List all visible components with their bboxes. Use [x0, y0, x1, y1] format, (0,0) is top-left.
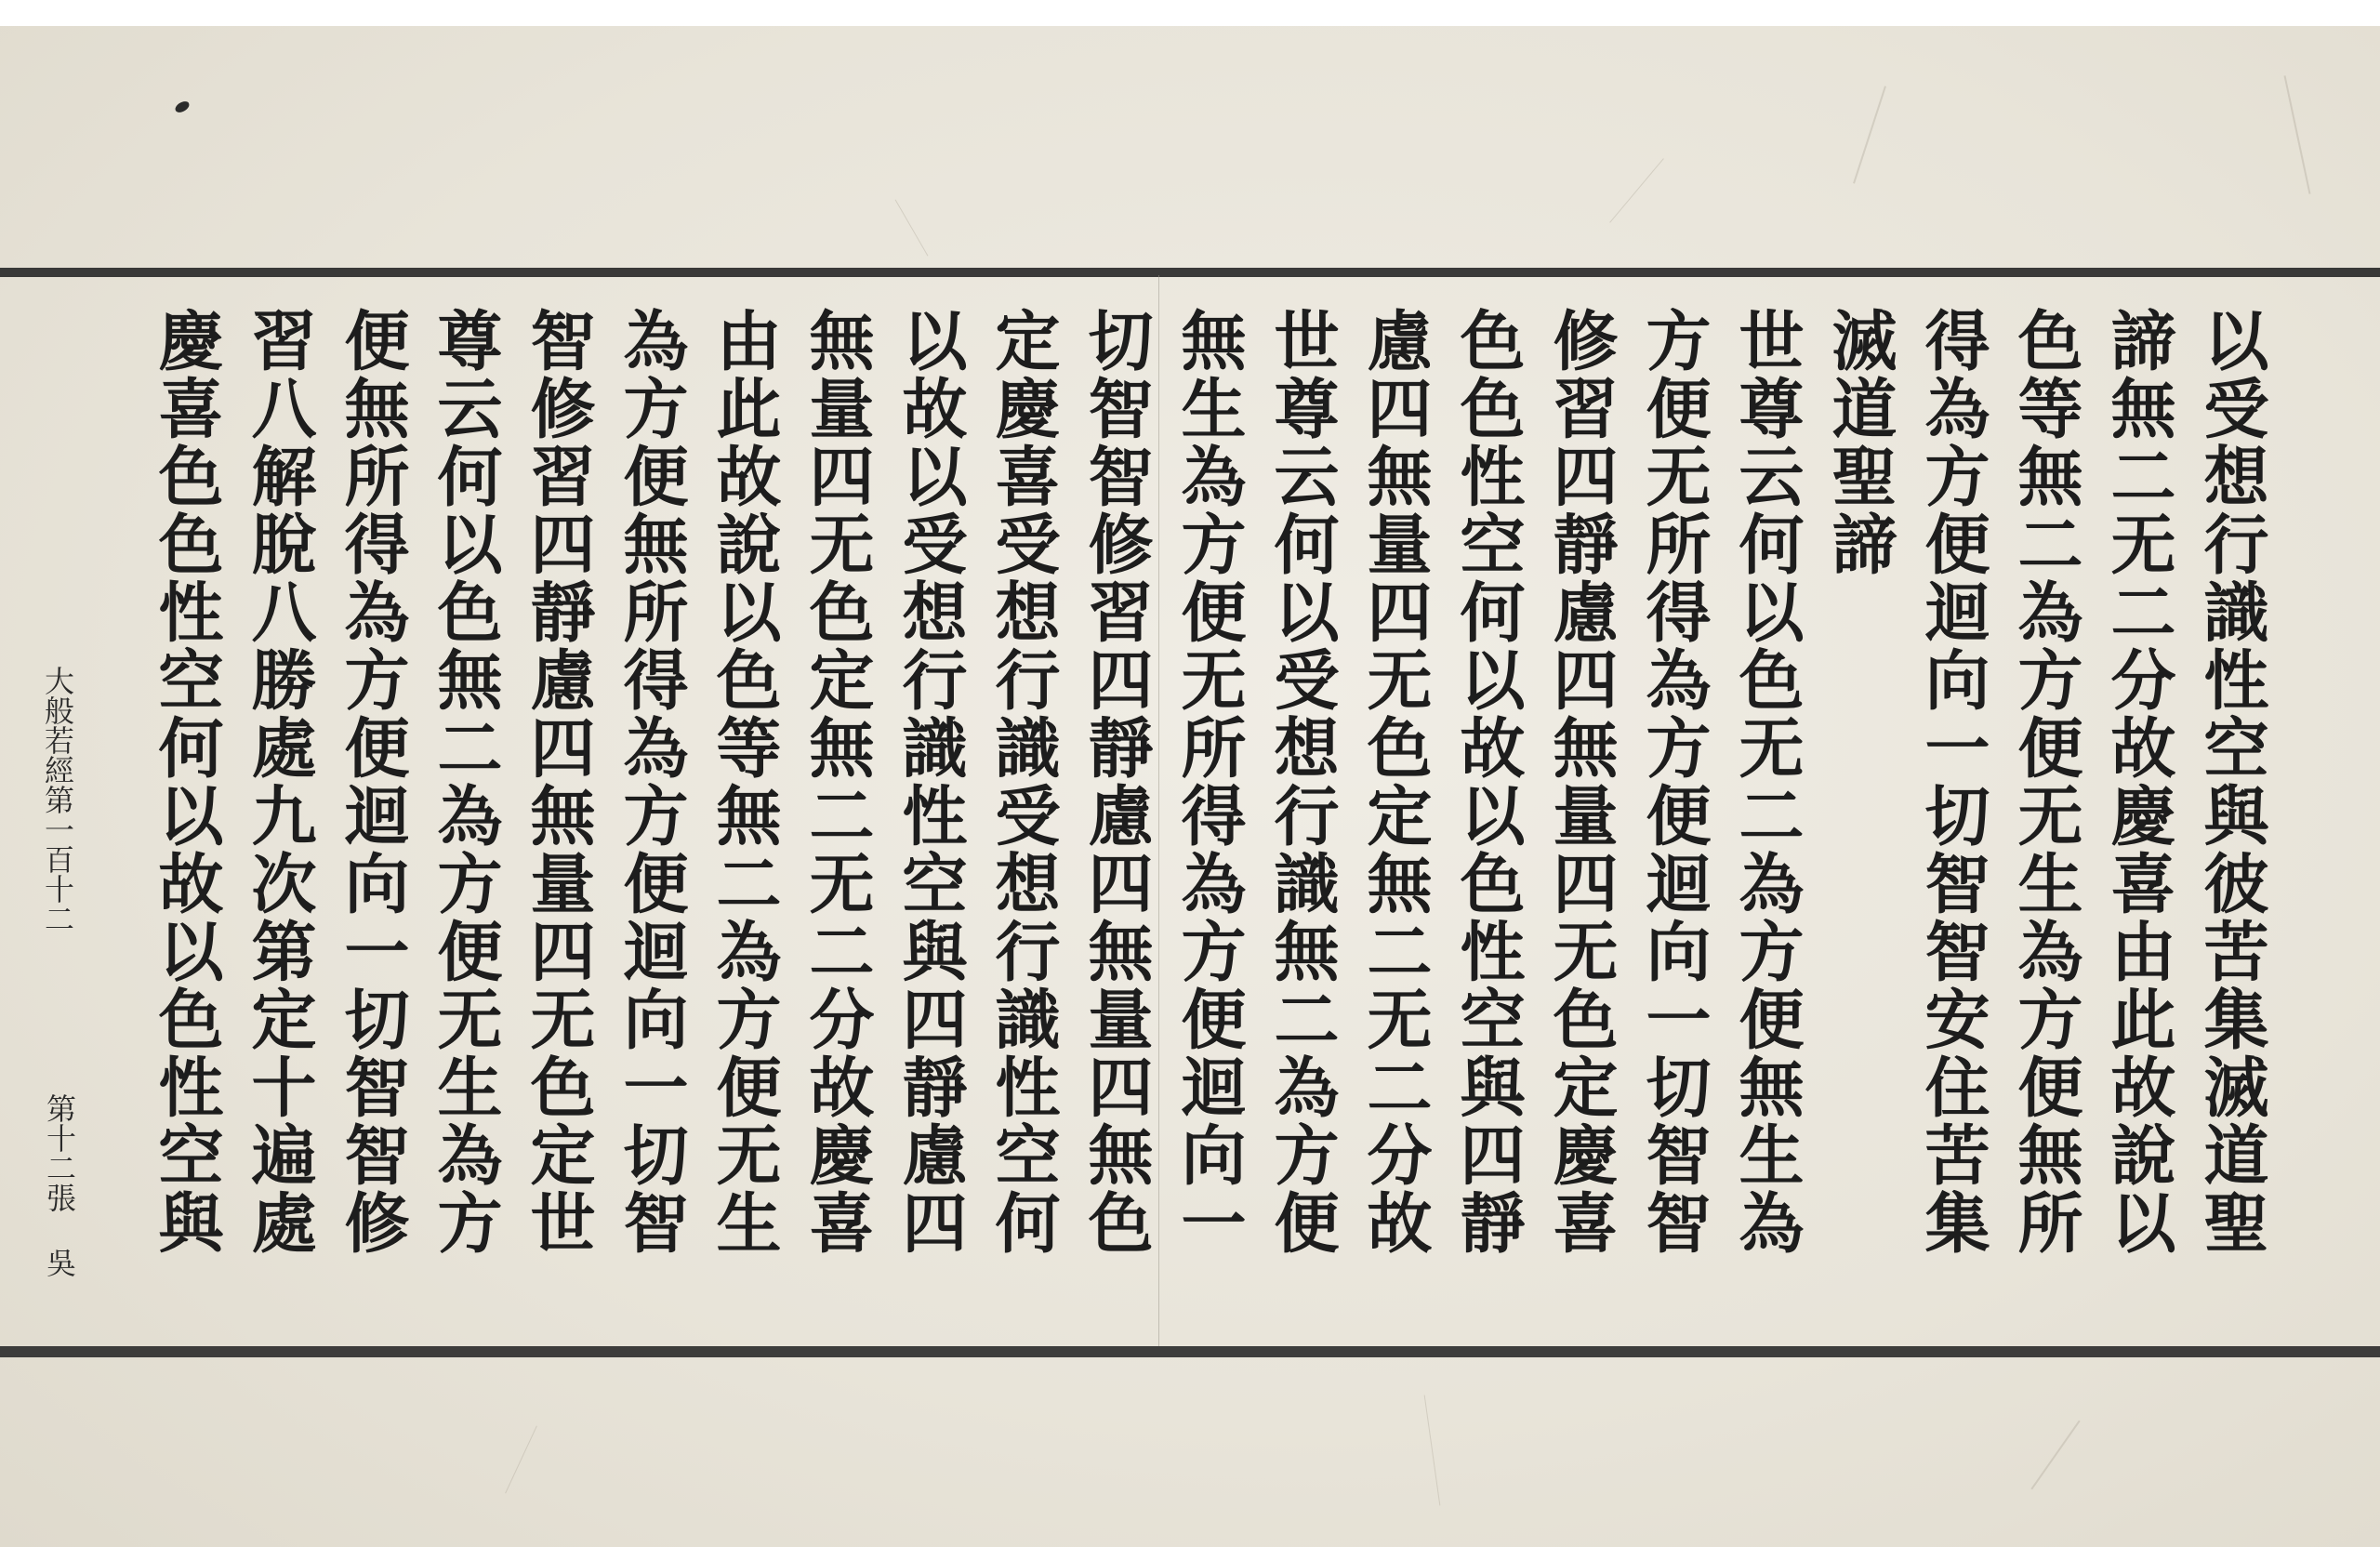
text-column: 世尊云何以受想行識無二為方便	[1263, 307, 1341, 1257]
text-column: 修習四靜慮四無量四无色定慶喜	[1542, 307, 1620, 1257]
text-column: 由此故說以色等無二為方便无生	[706, 307, 783, 1257]
printed-border-top	[0, 268, 2380, 277]
margin-sutra-title: 大般若經第一百十二	[40, 666, 75, 933]
text-column: 定慶喜受想行識受想行識性空何	[985, 307, 1062, 1257]
text-column: 慶喜色色性空何以故以色性空與	[148, 307, 225, 1257]
text-column: 色等無二為方便无生為方便無所	[2007, 307, 2084, 1257]
top-margin-strip	[0, 0, 2380, 26]
text-column: 以故以受想行識性空與四靜慮四	[892, 307, 969, 1257]
text-column: 為方便無所得為方便迴向一切智	[613, 307, 690, 1257]
text-column: 以受想行識性空與彼苦集滅道聖	[2193, 307, 2270, 1257]
text-column: 慮四無量四无色定無二无二分故	[1356, 307, 1434, 1257]
text-column: 世尊云何以色无二為方便無生為	[1728, 307, 1805, 1257]
margin-folio-number: 第十二張 吳	[42, 1093, 77, 1277]
text-column: 滅道聖諦	[1821, 307, 1898, 578]
text-column: 切智智修習四靜慮四無量四無色	[1078, 307, 1155, 1257]
printed-border-bottom	[0, 1346, 2380, 1357]
text-column: 得為方便迴向一切智智安住苦集	[1914, 307, 1991, 1257]
text-column: 便無所得為方便迴向一切智智修	[334, 307, 411, 1257]
text-column: 諦無二无二分故慶喜由此故說以	[2100, 307, 2177, 1257]
text-column: 無量四无色定無二无二分故慶喜	[799, 307, 876, 1257]
text-column: 智修習四靜慮四無量四无色定世	[520, 307, 597, 1257]
text-column: 無生為方便无所得為方便迴向一	[1170, 307, 1248, 1257]
woodblock-text-block	[112, 307, 2278, 1339]
text-column: 尊云何以色無二為方便无生為方	[427, 307, 504, 1257]
text-column: 習八解脫八勝處九次第定十遍處	[241, 307, 318, 1257]
text-column: 方便无所得為方便迴向一切智智	[1635, 307, 1712, 1257]
text-column: 色色性空何以故以色性空與四靜	[1449, 307, 1527, 1257]
